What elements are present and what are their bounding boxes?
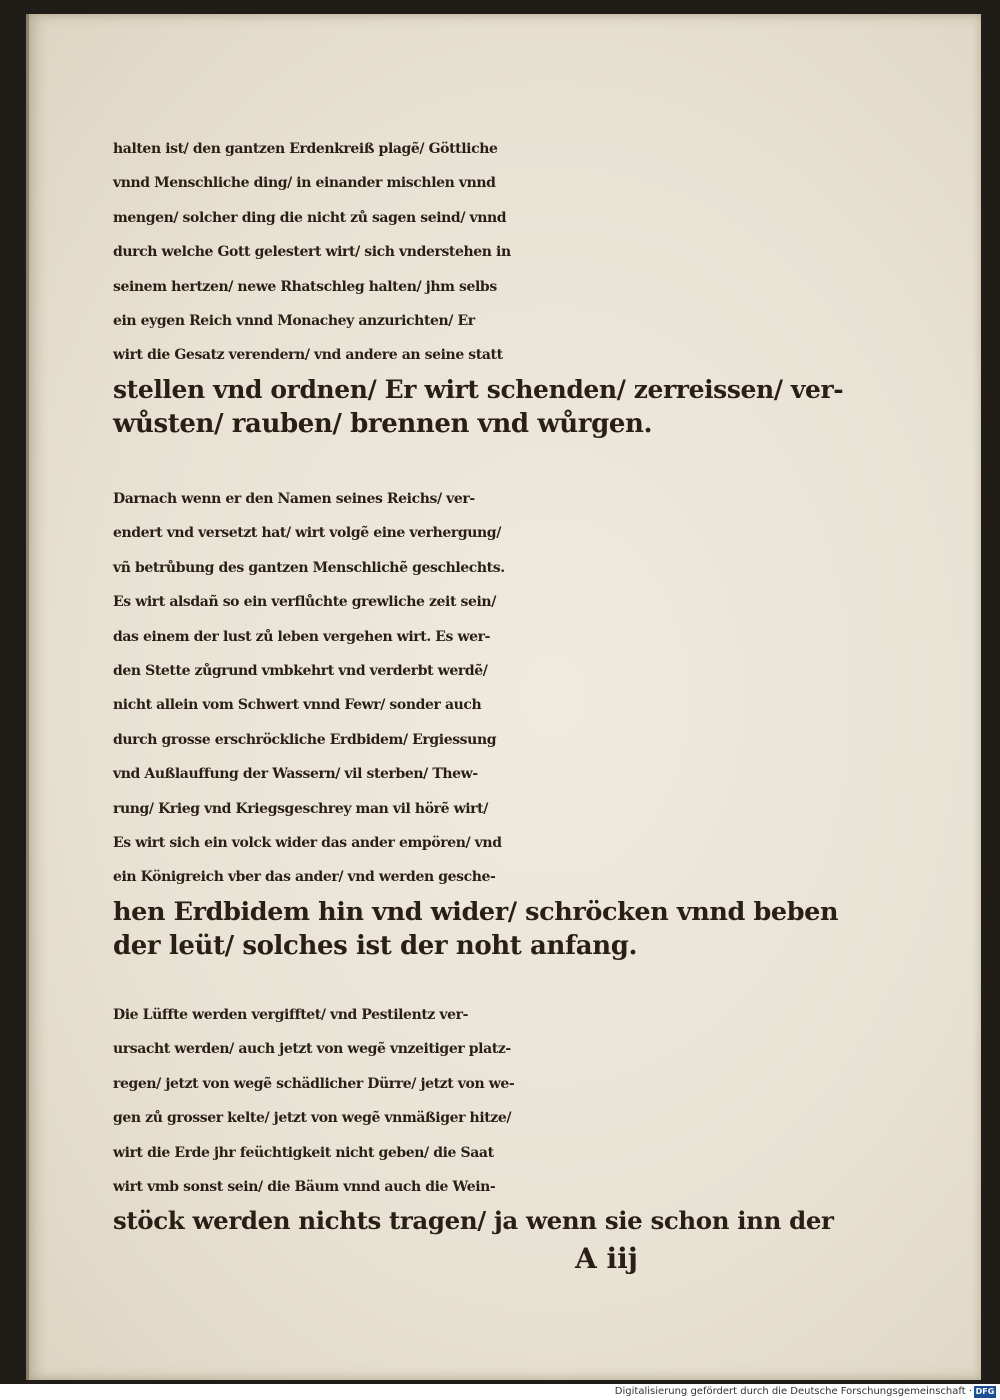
text-line: Es wirt sich ein volck wider das ander empören/ vnd — [113, 834, 502, 851]
text-line: Darnach wenn er den Namen seines Reichs/ ver- — [113, 491, 475, 507]
text-line: das einem der lust zů leben vergehen wirt. Es wer- — [113, 628, 491, 645]
text-line: regen/ jetzt von wegẽ schädlicher Dürre/ jetzt von we- — [113, 1075, 515, 1092]
text-line: durch grosse erschröckliche Erdbidem/ Ergiessung — [113, 731, 497, 748]
text-line: halten ist/ den gantzen Erdenkreiß plagẽ/ Göttliche — [113, 141, 498, 157]
book-page — [26, 14, 981, 1380]
paragraph-2 — [113, 482, 838, 963]
text-line: gen zů grosser kelte/ jetzt von wegẽ vnmäßiger hitze/ — [113, 1110, 512, 1127]
text-line: vnd Außlauffung der Wassern/ vil sterben/ Thew- — [113, 766, 478, 783]
text-line: wůsten/ rauben/ brennen vnd wůrgen. — [113, 409, 653, 440]
text-line: vnnd Menschliche ding/ in einander mischlen vnnd — [113, 175, 496, 192]
signature-mark: A iij — [575, 1242, 638, 1275]
text-line: wirt vmb sonst sein/ die Bäum vnnd auch die Wein- — [113, 1178, 496, 1195]
text-line: endert vnd versetzt hat/ wirt volgẽ eine verhergung/ — [113, 525, 501, 542]
text-line: der leüt/ solches ist der noht anfang. — [113, 931, 638, 962]
text-line: stöck werden nichts tragen/ ja wenn sie schon inn der — [113, 1206, 834, 1236]
text-line: wirt die Erde jhr feüchtigkeit nicht geben/ die Saat — [113, 1144, 494, 1161]
text-line: ein eygen Reich vnnd Monachey anzurichten/ Er — [113, 312, 475, 329]
dfg-logo-icon: DFG — [975, 1387, 995, 1396]
funding-credit: Digitalisierung gefördert durch die Deutsche Forschungsgemeinschaft · — [614, 1386, 972, 1397]
text-line: ursacht werden/ auch jetzt von wegẽ vnzeitiger platz- — [113, 1041, 511, 1058]
text-line: Es wirt alsdañ so ein verflůchte grewliche zeit sein/ — [113, 594, 496, 611]
text-line: den Stette zůgrund vmbkehrt vnd verderbt werdẽ/ — [113, 662, 488, 679]
text-line: stellen vnd ordnen/ Er wirt schenden/ zerreissen/ ver- — [113, 374, 844, 404]
text-line: nicht allein vom Schwert vnnd Fewr/ sonder auch — [113, 697, 482, 714]
paragraph-1 — [113, 132, 843, 442]
text-line: mengen/ solcher ding die nicht zů sagen seind/ vnnd — [113, 209, 507, 226]
text-line: wirt die Gesatz verendern/ vnd andere an seine statt — [113, 347, 503, 364]
text-line: hen Erdbidem hin vnd wider/ schröcken vnnd beben — [113, 896, 839, 927]
text-line: vñ betrůbung des gantzen Menschlichẽ geschlechts. — [113, 559, 505, 576]
text-line: rung/ Krieg vnd Kriegsgeschrey man vil hörẽ wirt/ — [113, 800, 488, 817]
text-line: durch welche Gott gelestert wirt/ sich vnderstehen in — [113, 244, 511, 261]
text-line: Die Lüffte werden vergifftet/ vnd Pestilentz ver- — [113, 1007, 469, 1023]
text-line: seinem hertzen/ newe Rhatschleg halten/ jhm selbs — [113, 278, 497, 295]
text-line: ein Königreich vber das ander/ vnd werden gesche- — [113, 869, 496, 886]
paragraph-3 — [113, 998, 834, 1239]
